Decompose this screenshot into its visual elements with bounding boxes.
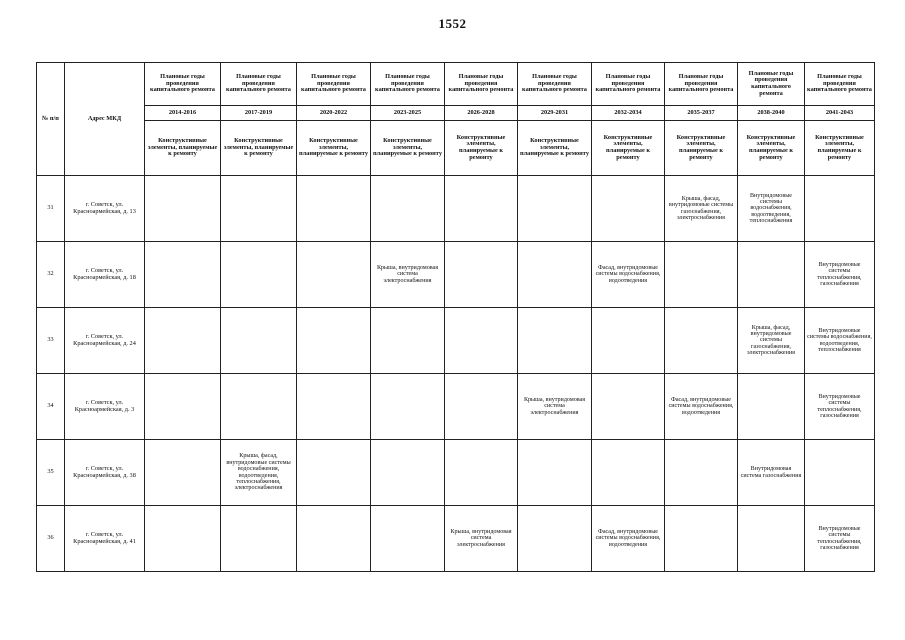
work-cell xyxy=(445,374,518,440)
work-cell: Крыша, фасад, внутридомовые системы газоснабжения, электроснабжения xyxy=(738,308,805,374)
table-row xyxy=(37,506,875,572)
work-cell xyxy=(221,506,297,572)
work-cell: Крыша, внутридомовая система электроснабжения xyxy=(445,506,518,572)
work-cell xyxy=(445,440,518,506)
work-cell xyxy=(665,506,738,572)
table-row xyxy=(37,440,875,506)
header-subtitle: Конструктивные элементы, планируемые к ремонту xyxy=(221,121,297,176)
work-cell: Фасад, внутридомовые системы водоснабжения, водоотведения xyxy=(665,374,738,440)
work-cell xyxy=(518,440,592,506)
header-subtitle: Конструктивные элементы, планируемые к ремонту xyxy=(371,121,445,176)
work-cell xyxy=(738,506,805,572)
work-cell xyxy=(371,176,445,242)
row-number: 31 xyxy=(37,176,65,242)
row-number: 36 xyxy=(37,506,65,572)
header-col-title: Плановые годы проведения капитального ремонта xyxy=(221,63,297,106)
work-cell xyxy=(297,374,371,440)
header-period: 2038-2040 xyxy=(738,106,805,121)
work-cell: Крыша, фасад, внутридомовые системы газоснабжения, электроснабжения xyxy=(665,176,738,242)
header-subtitle: Конструктивные элементы, планируемые к ремонту xyxy=(297,121,371,176)
work-cell xyxy=(145,242,221,308)
header-row-subtitles xyxy=(37,121,875,176)
work-cell xyxy=(665,242,738,308)
row-address: г. Советск, ул. Красноармейская, д. 18 xyxy=(65,242,145,308)
header-period: 2023-2025 xyxy=(371,106,445,121)
table-header xyxy=(37,63,875,176)
work-cell xyxy=(592,440,665,506)
work-cell xyxy=(445,176,518,242)
header-subtitle: Конструктивные элементы, планируемые к ремонту xyxy=(445,121,518,176)
header-subtitle: Конструктивные элементы, планируемые к ремонту xyxy=(145,121,221,176)
work-cell xyxy=(297,440,371,506)
header-period: 2035-2037 xyxy=(665,106,738,121)
work-cell xyxy=(145,176,221,242)
header-col-title: Плановые годы проведения капитального ремонта xyxy=(665,63,738,106)
work-cell xyxy=(297,308,371,374)
header-address: Адрес МКД xyxy=(65,63,145,176)
work-cell xyxy=(445,242,518,308)
table-row xyxy=(37,308,875,374)
header-col-title: Плановые годы проведения капитального ремонта xyxy=(145,63,221,106)
header-row-periods xyxy=(37,106,875,121)
work-cell: Внутридомовые системы теплоснабжения, газоснабжения xyxy=(805,506,875,572)
row-address: г. Советск, ул. Красноармейская, д. 38 xyxy=(65,440,145,506)
header-col-title: Плановые годы проведения капитального ремонта xyxy=(592,63,665,106)
header-period: 2041-2043 xyxy=(805,106,875,121)
row-number: 33 xyxy=(37,308,65,374)
work-cell xyxy=(371,308,445,374)
work-cell xyxy=(297,506,371,572)
work-cell xyxy=(145,440,221,506)
header-subtitle: Конструктивные элементы, планируемые к ремонту xyxy=(738,121,805,176)
work-cell xyxy=(518,506,592,572)
work-cell xyxy=(592,308,665,374)
work-cell xyxy=(145,308,221,374)
header-col-title: Плановые годы проведения капитального ремонта xyxy=(805,63,875,106)
table-row xyxy=(37,374,875,440)
header-subtitle: Конструктивные элементы, планируемые к ремонту xyxy=(518,121,592,176)
header-period: 2032-2034 xyxy=(592,106,665,121)
work-cell xyxy=(518,308,592,374)
work-cell: Крыша, фасад, внутридомовые системы водоснабжения, водоотведения, теплоснабжения, электроснабжения xyxy=(221,440,297,506)
work-cell: Внутридомовые системы водоснабжения, водоотведения, теплоснабжения xyxy=(738,176,805,242)
work-cell: Крыша, внутридомовая система электроснабжения xyxy=(371,242,445,308)
table-row xyxy=(37,242,875,308)
header-period: 2017-2019 xyxy=(221,106,297,121)
work-cell: Внутридомовые системы теплоснабжения, газоснабжения xyxy=(805,242,875,308)
work-cell xyxy=(805,440,875,506)
work-cell xyxy=(805,176,875,242)
repair-schedule-table xyxy=(36,62,875,572)
row-address: г. Советск, ул. Красноармейская, д. 13 xyxy=(65,176,145,242)
header-col-title: Плановые годы проведения капитального ремонта xyxy=(518,63,592,106)
header-period: 2014-2016 xyxy=(145,106,221,121)
work-cell: Внутридомовые системы водоснабжения, водоотведения, теплоснабжения xyxy=(805,308,875,374)
work-cell xyxy=(371,374,445,440)
work-cell xyxy=(518,242,592,308)
work-cell xyxy=(221,242,297,308)
work-cell xyxy=(592,374,665,440)
header-col-title: Плановые годы проведения капитального ремонта xyxy=(297,63,371,106)
table-row xyxy=(37,176,875,242)
work-cell xyxy=(445,308,518,374)
work-cell xyxy=(145,374,221,440)
work-cell xyxy=(592,176,665,242)
work-cell xyxy=(297,242,371,308)
header-subtitle: Конструктивные элементы, планируемые к ремонту xyxy=(592,121,665,176)
page-number: 1552 xyxy=(438,16,467,31)
header-col-title: Плановые годы проведения капитального ремонта xyxy=(371,63,445,106)
work-cell xyxy=(665,440,738,506)
work-cell xyxy=(145,506,221,572)
header-subtitle: Конструктивные элементы, планируемые к ремонту xyxy=(665,121,738,176)
work-cell: Крыша, внутридомовая система электроснабжения xyxy=(518,374,592,440)
work-cell: Фасад, внутридомовые системы водоснабжения, водоотведения xyxy=(592,242,665,308)
work-cell xyxy=(371,506,445,572)
work-cell xyxy=(221,176,297,242)
row-address: г. Советск, ул. Красноармейская, д. 41 xyxy=(65,506,145,572)
table-body xyxy=(37,176,875,572)
row-address: г. Советск, ул. Красноармейская, д. 24 xyxy=(65,308,145,374)
work-cell: Фасад, внутридомовые системы водоснабжения, водоотведения xyxy=(592,506,665,572)
row-address: г. Советск, ул. Красноармейская, д. 3 xyxy=(65,374,145,440)
work-cell xyxy=(518,176,592,242)
header-col-title: Плановые годы проведения капитального ремонта xyxy=(445,63,518,106)
header-period: 2026-2028 xyxy=(445,106,518,121)
work-cell: Внутридомовые системы теплоснабжения, газоснабжения xyxy=(805,374,875,440)
work-cell xyxy=(221,308,297,374)
header-row-titles xyxy=(37,63,875,106)
header-period: 2029-2031 xyxy=(518,106,592,121)
work-cell xyxy=(221,374,297,440)
work-cell xyxy=(665,308,738,374)
header-col-title: Плановые годы проведения капитального ремонта xyxy=(738,63,805,106)
work-cell: Внутридомовая система газоснабжения xyxy=(738,440,805,506)
header-period: 2020-2022 xyxy=(297,106,371,121)
header-subtitle: Конструктивные элементы, планируемые к ремонту xyxy=(805,121,875,176)
work-cell xyxy=(738,374,805,440)
work-cell xyxy=(371,440,445,506)
work-cell xyxy=(738,242,805,308)
row-number: 32 xyxy=(37,242,65,308)
row-number: 35 xyxy=(37,440,65,506)
row-number: 34 xyxy=(37,374,65,440)
work-cell xyxy=(297,176,371,242)
header-num: № п/п xyxy=(37,63,65,176)
